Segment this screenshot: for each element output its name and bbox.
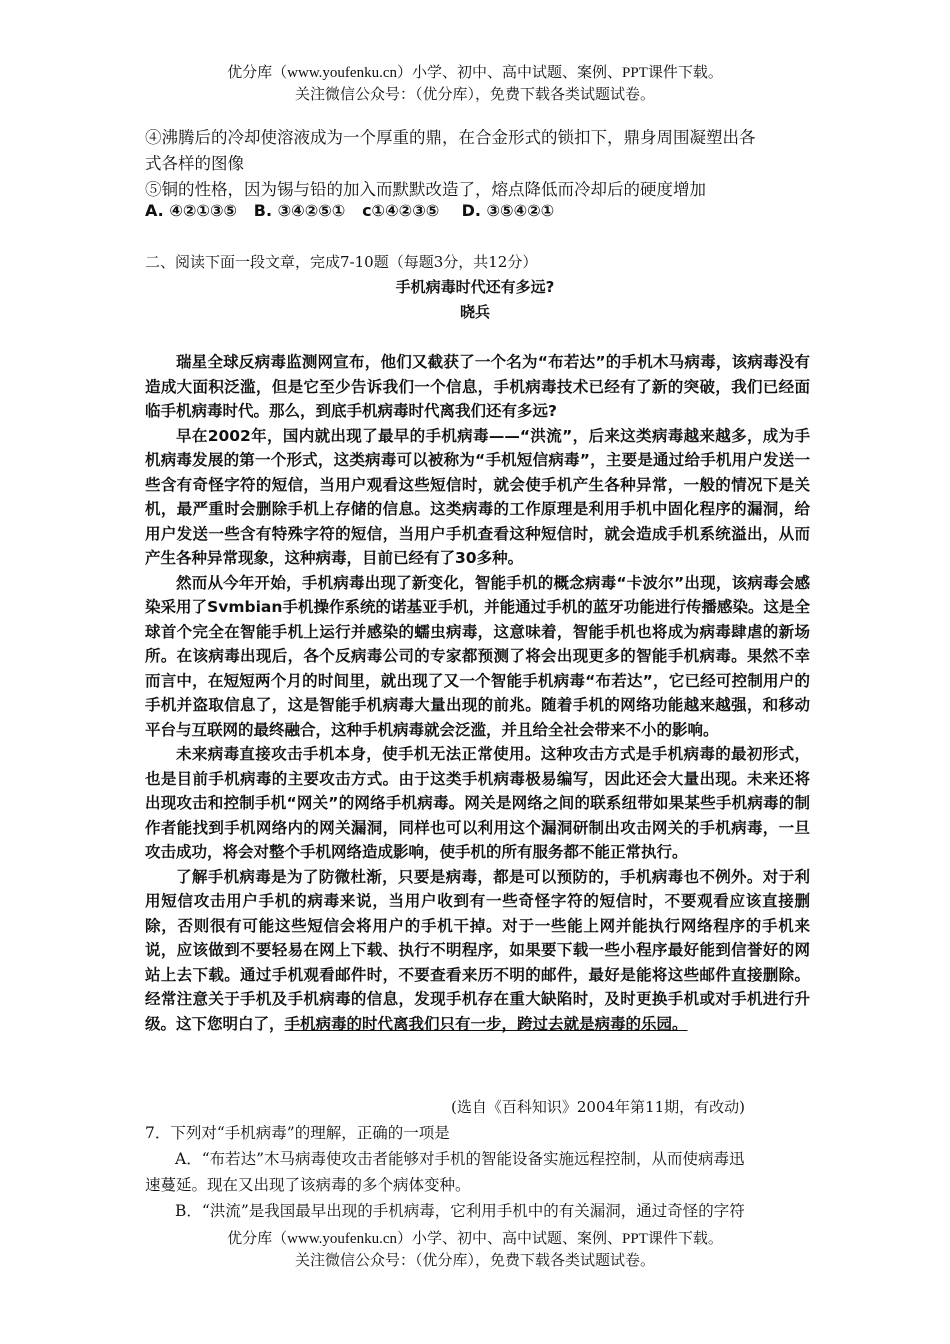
article-paragraph-1: 瑞星全球反病毒监测网宣布，他们又截获了一个名为“布若达”的手机木马病毒，该病毒没有造成大面积泛滥，但是它至少告诉我们一个信息，手机病毒技术已经有了新的突破，我们已经面临手机病毒时代。那么，到底手机病毒时代离我们还有多远? — [145, 353, 810, 420]
question-7-option-a-line-1: A．“布若达”木马病毒使攻击者能够对手机的智能设备实施远程控制，从而使病毒迅 — [175, 1150, 745, 1168]
section-instruction: 二、阅读下面一段文章，完成7-10题（每题3分，共12分） — [145, 253, 538, 271]
article-source: (选自《百科知识》2004年第11期，有改动) — [451, 1098, 745, 1116]
article-author: 晓兵 — [459, 303, 490, 321]
paragraph-5-text: 了解手机病毒是为了防微杜渐，只要是病毒，都是可以预防的，手机病毒也不例外。对于利用短信攻击用户手机的病毒来说，当用户收到有一些奇怪字符的短信时，不要观看应该直接删除，否则很有可能这些短信会将用户的手机干掉。对于一些能上网并能执行网络程序的手机来说，应该做到不要轻易在网上下载、执行不明程序，如果要下载一些小程序最好能到信誉好的网站上去下载。通过手机观看邮件时，不要查看来历不明的邮件，最好是能将这些邮件直接删除。经常注意关于手机及手机病毒的信息，发现手机存在重大缺陷时，及时更换手机或对手机进行升级。这下您明白了， — [145, 867, 810, 1033]
item-5: ⑤铜的性格，因为锡与铅的加入而默默改造了，熔点降低而冷却后的硬度增加 — [145, 180, 706, 199]
header-line-2: 关注微信公众号：（优分库），免费下载各类试题试卷。 — [294, 87, 655, 103]
article-paragraph-3: 然而从今年开始，手机病毒出现了新变化，智能手机的概念病毒“卡波尔”出现，该病毒会感染采用了Svmbian手机操作系统的诺基亚手机，并能通过手机的蓝牙功能进行传播感染。这是全球首个完全在智能手机上运行并感染的蠕虫病毒，这意味着，智能手机也将成为病毒肆虐的新场所。在该病毒出现后，各个反病毒公司的专家都预测了将会出现更多的智能手机病毒。果然不幸而言中，在短短两个月的时间里，就出现了又一个智能手机病毒“布若达”，它已经可控制用户的手机并盗取信息了，这是智能手机病毒大量出现的前兆。随着手机的网络功能越来越强，和移动平台与互联网的最终融合，这种手机病毒就会泛滥，并且给全社会带来不小的影响。 — [145, 573, 810, 739]
header-line-1: 优分库（www.youfenku.cn）小学、初中、高中试题、案例、PPT课件下载。 — [227, 65, 723, 81]
question-7-option-a-line-2: 速蔓延。现在又出现了该病毒的多个病体变种。 — [145, 1176, 471, 1194]
underlined-sentence: 手机病毒的时代离我们只有一步，跨过去就是病毒的乐园。 — [284, 1014, 688, 1033]
article-paragraph-4: 未来病毒直接攻击手机本身，使手机无法正常使用。这种攻击方式是手机病毒的最初形式，也是目前手机病毒的主要攻击方式。由于这类手机病毒极易编写，因此还会大量出现。未来还将出现攻击和控制手机“网关”的网络手机病毒。网关是网络之间的联系纽带如果某些手机病毒的制作者能找到手机网络内的网关漏洞，同样也可以利用这个漏洞研制出攻击网关的手机病毒，一旦攻击成功，将会对整个手机网络造成影响，使手机的所有服务都不能正常执行。 — [145, 745, 810, 861]
article-paragraph-2: 早在2002年，国内就出现了最早的手机病毒——“洪流”，后来这类病毒越来越多，成为手机病毒发展的第一个形式，这类病毒可以被称为“手机短信病毒”，主要是通过给手机用户发送一些含有奇怪字符的短信，当用户观看这些短信时，就会使手机产生各种异常，一般的情况下是关机，最严重时会删除手机上存储的信息。这类病毒的工作原理是利用手机中固化程序的漏洞，给用户发送一些含有特殊字符的短信，当用户手机查看这种短信时，就会造成手机系统溢出，从而产生各种异常现象，这种病毒，目前已经有了30多种。 — [145, 426, 810, 567]
item-4-line-2: 式各样的图像 — [145, 154, 244, 173]
answer-options: A. ④②①③⑤ B. ③④②⑤① c①④②③⑤ D. ③⑤④②① — [145, 201, 555, 220]
article-paragraph-5 — [145, 865, 810, 1037]
page-header — [0, 62, 950, 106]
item-4-line-1: ④沸腾后的冷却使溶液成为一个厚重的鼎，在合金形式的锁扣下，鼎身周围凝塑出各 — [145, 128, 756, 147]
question-7-stem: 7．下列对“手机病毒”的理解，正确的一项是 — [145, 1124, 450, 1142]
footer-line-1: 优分库（www.youfenku.cn）小学、初中、高中试题、案例、PPT课件下载。 — [227, 1231, 723, 1247]
article-title: 手机病毒时代还有多远? — [395, 278, 555, 296]
question-7-option-b-line-1: B．“洪流”是我国最早出现的手机病毒，它利用手机中的有关漏洞，通过奇怪的字符 — [175, 1202, 745, 1220]
footer-line-2: 关注微信公众号：（优分库），免费下载各类试题试卷。 — [294, 1253, 655, 1269]
article-body — [145, 350, 810, 1036]
page-footer — [0, 1228, 950, 1272]
